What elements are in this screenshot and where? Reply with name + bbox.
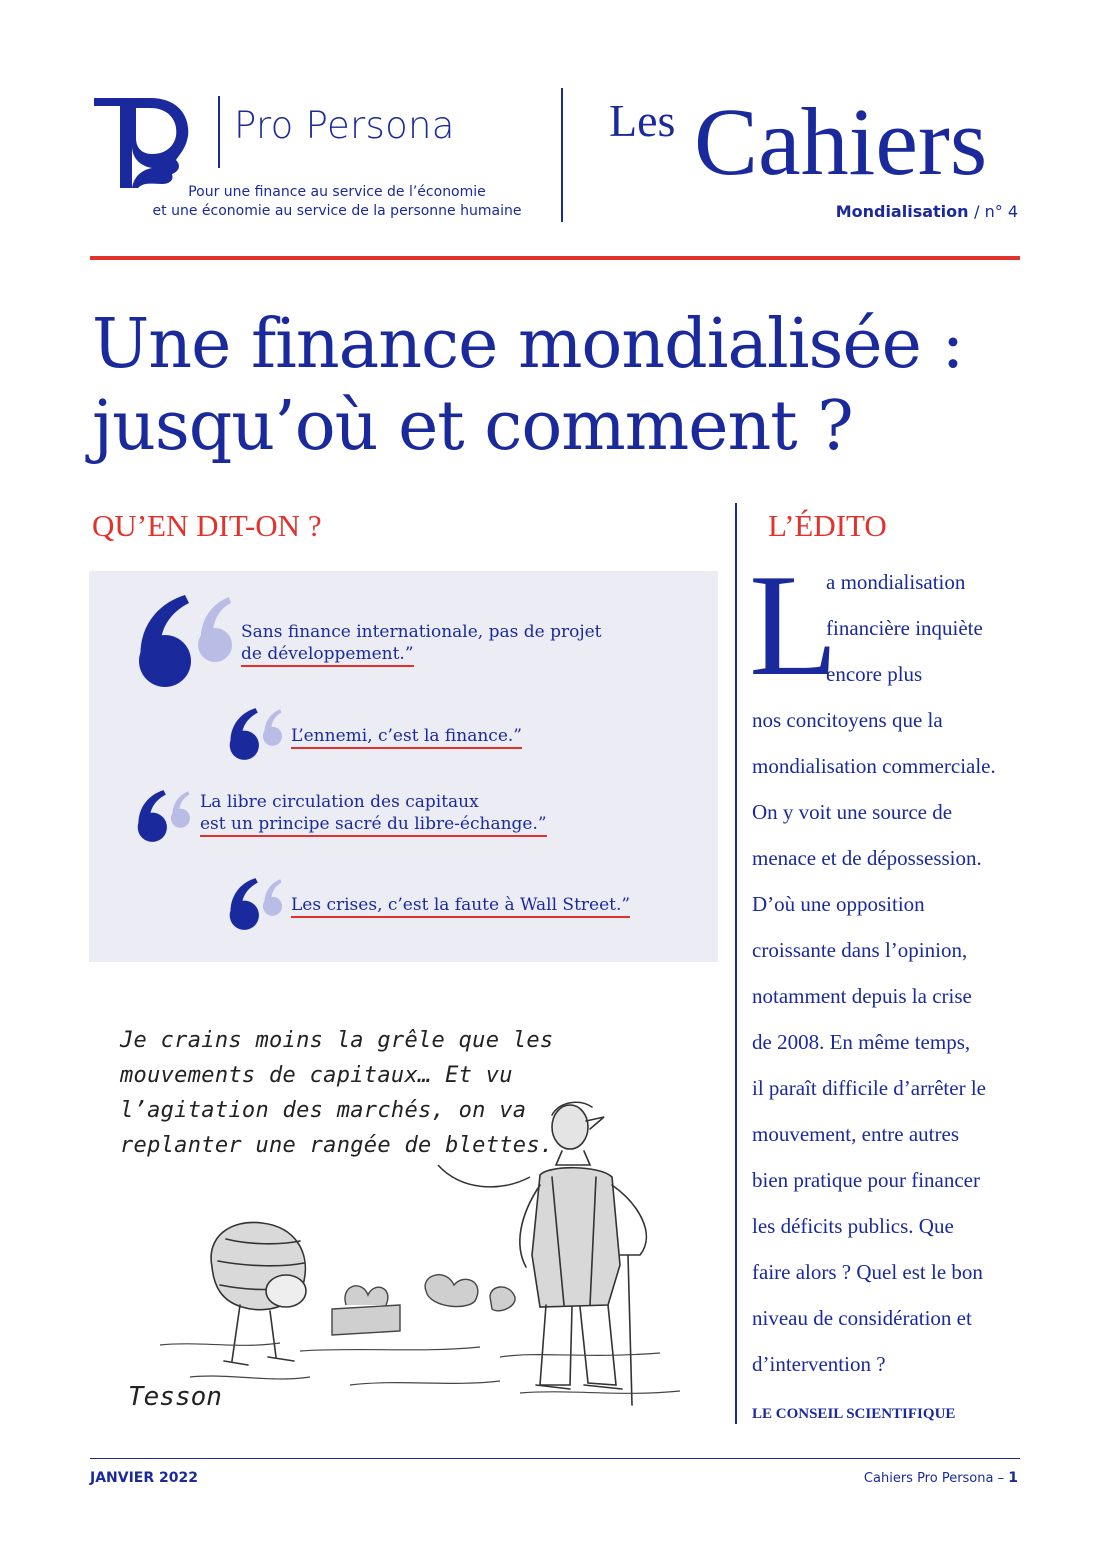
masthead-cahiers: Cahiers xyxy=(694,88,988,195)
edito-line-10: notamment depuis la crise xyxy=(752,984,972,1008)
edito-line-16: faire alors ? Quel est le bon xyxy=(752,1260,983,1284)
pro-persona-logo xyxy=(92,96,192,190)
quote-4-line-1: Les crises, c’est la faute à Wall Street.” xyxy=(291,895,630,918)
footer-rule xyxy=(90,1458,1020,1459)
edito-line-5: mondialisation commerciale. xyxy=(752,754,996,778)
edito-line-9: croissante dans l’opinion, xyxy=(752,938,968,962)
quotes-panel xyxy=(89,571,718,962)
series-name: Mondialisation xyxy=(835,202,969,221)
page-number: 1 xyxy=(1008,1470,1018,1486)
title-line-1: Une finance mondialisée : xyxy=(92,305,964,384)
section-heading-edito: L’ÉDITO xyxy=(768,508,887,543)
quote-2 xyxy=(291,725,522,747)
quote-3-line-2: est un principe sacré du libre-échange.” xyxy=(200,814,547,837)
brand-separator xyxy=(218,96,220,168)
caption-line-4: replanter une rangée de blettes. xyxy=(120,1133,554,1158)
edito-line-3: encore plus xyxy=(826,662,923,686)
edito-line-14: bien pratique pour financer xyxy=(752,1168,980,1192)
tagline-line-2: et une économie au service de la personne humaine xyxy=(152,203,522,219)
cartoon-signature: Tesson xyxy=(128,1382,222,1412)
footer-publication: Cahiers Pro Persona – xyxy=(863,1471,1005,1486)
caption-line-3: l’agitation des marchés, on va xyxy=(120,1098,527,1123)
edito-line-12: il paraît difficile d’arrêter le xyxy=(752,1076,986,1100)
cartoon-illustration xyxy=(100,1005,720,1425)
brand-name: Pro Persona xyxy=(234,104,455,147)
quote-4 xyxy=(291,894,630,916)
header-separator xyxy=(561,88,563,222)
quote-2-line-1: L’ennemi, c’est la finance.” xyxy=(291,726,522,749)
edito-line-8: D’où une opposition xyxy=(752,892,925,916)
cartoon-drawing xyxy=(100,1005,720,1425)
footer-date: JANVIER 2022 xyxy=(90,1470,198,1486)
edito-line-15: les déficits publics. Que xyxy=(752,1214,954,1238)
tagline-line-1: Pour une finance au service de l’économie xyxy=(188,184,486,200)
edito-signature: LE CONSEIL SCIENTIFIQUE xyxy=(752,1406,956,1422)
brand-tagline xyxy=(122,183,552,221)
quote-3 xyxy=(200,791,547,835)
edito-line-18: d’intervention ? xyxy=(752,1352,886,1376)
header-rule xyxy=(90,256,1020,260)
edito-line-17: niveau de considération et xyxy=(752,1306,972,1330)
edito-line-7: menace et de dépossession. xyxy=(752,846,982,870)
page-title xyxy=(92,304,1032,468)
edito-line-4: nos concitoyens que la xyxy=(752,708,943,732)
quote-1 xyxy=(241,621,602,665)
issue-number: / n° 4 xyxy=(974,202,1018,221)
quote-open-icon xyxy=(135,789,191,843)
issue-label xyxy=(836,202,1018,221)
masthead-les: Les xyxy=(609,95,676,146)
quote-1-line-1: Sans finance internationale, pas de projet xyxy=(241,622,602,642)
quote-open-icon xyxy=(227,877,283,931)
caption-line-2: mouvements de capitaux… Et vu xyxy=(120,1063,513,1088)
caption-line-1: Je crains moins la grêle que les xyxy=(120,1028,554,1053)
title-line-2: jusqu’où et comment ? xyxy=(92,387,853,466)
edito-line-2: financière inquiète xyxy=(826,616,983,640)
quote-open-icon xyxy=(135,593,233,689)
edito-line-1: a mondialisation xyxy=(826,570,966,594)
quote-open-icon xyxy=(227,707,283,761)
footer-page-info xyxy=(864,1470,1018,1486)
edito-drop-cap: L xyxy=(749,544,839,706)
edito-line-11: de 2008. En même temps, xyxy=(752,1030,971,1054)
edito-line-13: mouvement, entre autres xyxy=(752,1122,960,1146)
quote-3-line-1: La libre circulation des capitaux xyxy=(200,792,479,812)
quote-1-line-2: de développement.” xyxy=(241,644,414,667)
section-heading-quotes: QU’EN DIT-ON ? xyxy=(92,508,322,543)
edito-line-6: On y voit une source de xyxy=(752,800,953,824)
column-separator xyxy=(735,503,737,1424)
